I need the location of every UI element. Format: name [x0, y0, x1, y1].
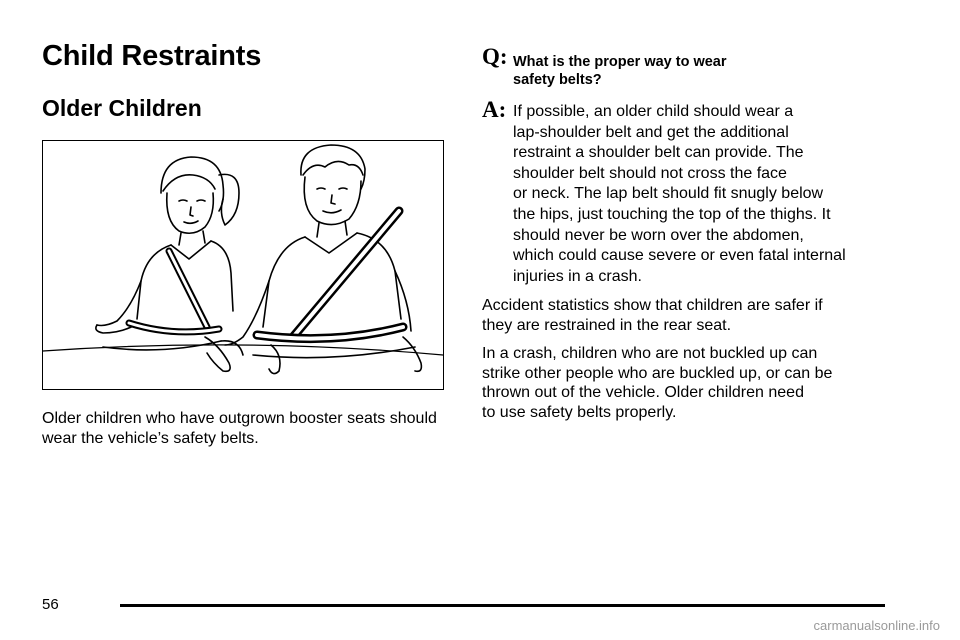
question-text: What is the proper way to wear safety belts? — [513, 54, 727, 88]
paragraph-crash: In a crash, children who are not buckled up can strike other people who are buckled up, or can be thrown out of the vehicle. Older children need to use safety belts properly. — [482, 345, 833, 421]
footer-rule — [120, 604, 885, 607]
section-title: Child Restraints — [42, 40, 262, 72]
answer-marker: A: — [482, 97, 507, 122]
watermark: carmanualsonline.info — [813, 618, 940, 633]
page-number: 56 — [42, 596, 59, 613]
subsection-title: Older Children — [42, 95, 202, 121]
question-marker: Q: — [482, 44, 508, 69]
paragraph-rear-seat: Accident statistics show that children are safer if they are restrained in the rear seat. — [482, 297, 823, 334]
older-children-illustration — [42, 140, 444, 390]
girl-figure — [96, 157, 243, 371]
figure-caption: Older children who have outgrown booster seats should wear the vehicle’s safety belts. — [42, 410, 437, 447]
answer-text: If possible, an older child should wear a lap-shoulder belt and get the additional restraint a shoulder belt can provide. The shoulder belt should not cross the face or neck. The lap belt should fit snugly below the hips, just touching the top of the thighs. It should never be worn over the abdomen, which could cause severe or even fatal internal injuries in a crash. — [513, 103, 846, 285]
boy-figure — [225, 145, 421, 374]
